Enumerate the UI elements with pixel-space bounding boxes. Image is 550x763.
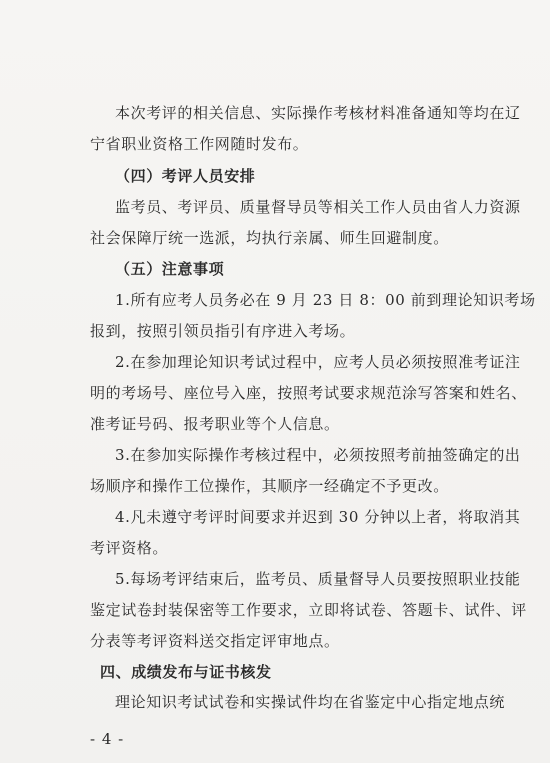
- paragraph-line: 考评资格。: [90, 539, 169, 557]
- paragraph-line: 鉴定试卷封装保密等工作要求，立即将试卷、答题卡、试件、评: [90, 601, 527, 619]
- paragraph-line: 报到，按照引领员指引有序进入考场。: [90, 322, 356, 340]
- paragraph-line: 监考员、考评员、质量督导员等相关工作人员由省人力资源: [115, 198, 521, 216]
- paragraph-line: 理论知识考试试卷和实操试件均在省鉴定中心指定地点统: [115, 693, 506, 711]
- paragraph-line: 分表等考评资料送交指定评审地点。: [90, 632, 340, 650]
- paragraph-line: 1.所有应考人员务必在 9 月 23 日 8：00 前到理论知识考场: [115, 291, 536, 309]
- paragraph-line: 明的考场号、座位号入座，按照考试要求规范涂写答案和姓名、: [90, 384, 527, 402]
- page-number: - 4 -: [90, 730, 125, 748]
- paragraph-line: 准考证号码、报考职业等个人信息。: [90, 415, 340, 433]
- paragraph-line: 本次考评的相关信息、实际操作考核材料准备通知等均在辽: [115, 104, 521, 122]
- section-heading: （五）注意事项: [115, 260, 225, 278]
- paragraph-line: 社会保障厅统一选派，均执行亲属、师生回避制度。: [90, 229, 449, 247]
- paragraph-line: 3.在参加实际操作考核过程中，必须按照考前抽签确定的出: [115, 446, 521, 464]
- section-heading: 四、成绩发布与证书核发: [100, 663, 272, 681]
- paragraph-line: 4.凡未遵守考评时间要求并迟到 30 分钟以上者，将取消其: [115, 508, 521, 526]
- section-heading: （四）考评人员安排: [115, 167, 256, 185]
- paragraph-line: 宁省职业资格工作网随时发布。: [90, 135, 309, 153]
- paragraph-line: 场顺序和操作工位操作，其顺序一经确定不予更改。: [90, 477, 449, 495]
- paragraph-line: 5.每场考评结束后，监考员、质量督导人员要按照职业技能: [115, 570, 521, 588]
- paragraph-line: 2.在参加理论知识考试过程中，应考人员必须按照准考证注: [115, 353, 521, 371]
